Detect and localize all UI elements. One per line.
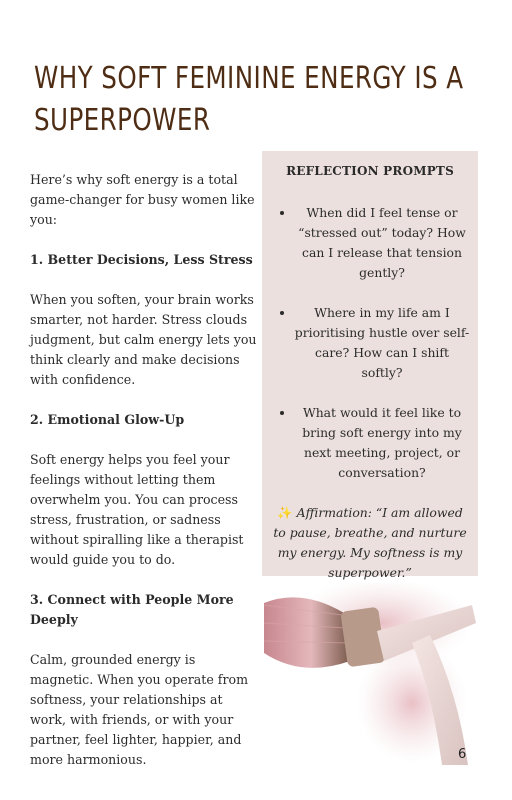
section-heading: 2. Emotional Glow-Up [30,412,185,427]
page-number: 6 [458,747,467,762]
prompt-list [262,203,478,483]
section-heading: 3. Connect with People More Deeply [30,592,234,627]
section-body: Calm, grounded energy is magnetic. When you operate from softness, your relationships at work, with friends, or with your partner, feel lighter, happier, and more harmonious. [30,652,249,767]
list-item [262,303,478,383]
prompt-text: When did I feel tense or “stressed out” today? How can I release that tension gently? [298,205,466,280]
bullet-icon [280,311,284,315]
section-body: When you soften, your brain works smarter, not harder. Stress clouds judgment, but calm energy lets you think clearly and make decisions with confidence. [30,292,257,387]
prompt-text: What would it feel like to bring soft energy into my next meeting, project, or conversation? [302,405,462,480]
section-heading: 1. Better Decisions, Less Stress [30,252,253,267]
prompt-text: Where in my life am I prioritising hustle over self-care? How can I shift softly? [294,305,470,380]
list-item [262,403,478,483]
section-body: Soft energy helps you feel your feelings without letting them overwhelm you. You can process stress, frustration, or sadness without spiralling like a therapist would guide you to do. [30,452,244,567]
panel-heading: REFLECTION PROMPTS [286,164,454,178]
affirmation-text: Affirmation: “I am allowed to pause, breathe, and nurture my energy. My softness is my superpower.” [273,505,467,580]
list-item [262,203,478,283]
bullet-icon [280,411,284,415]
body-column [30,170,258,790]
makeup-brush-photo [262,583,478,765]
sparkle-icon: ✨ [277,505,293,520]
bullet-icon [280,211,284,215]
page-title: WHY SOFT FEMININE ENERGY IS A SUPERPOWER [34,61,464,138]
brush-illustration [262,583,478,765]
reflection-panel [262,151,478,580]
intro-paragraph: Here’s why soft energy is a total game-changer for busy women like you: [30,172,255,227]
affirmation [262,503,478,583]
